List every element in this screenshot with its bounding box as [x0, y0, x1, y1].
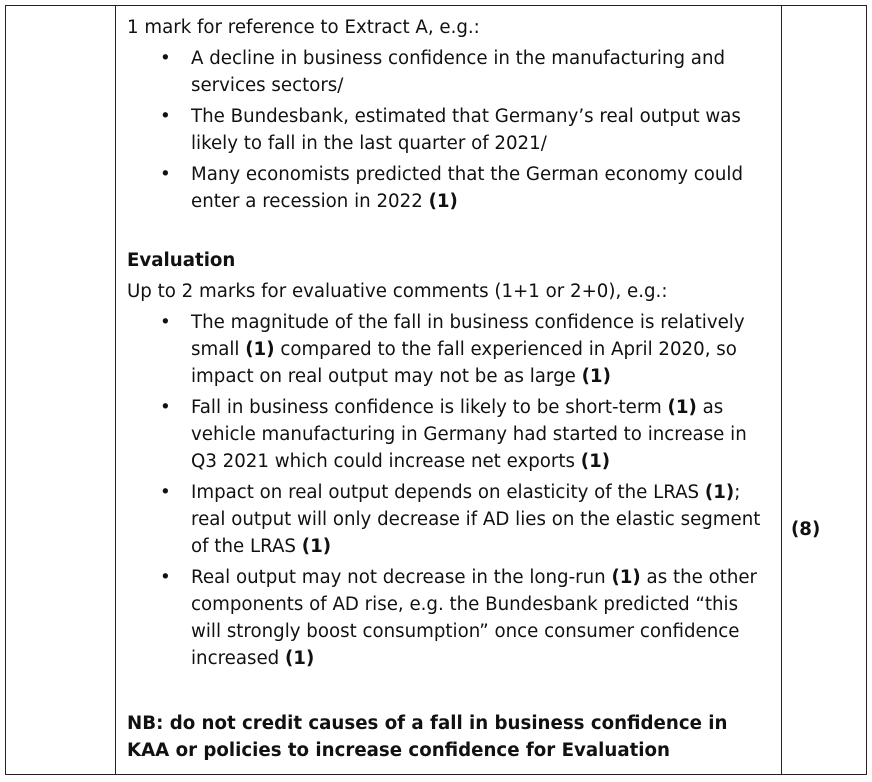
mark-label: (1): [581, 366, 611, 387]
mark-label: (1): [611, 567, 641, 588]
eval-text: ; real output will only decrease if AD lies on the elastic segment of the LRAS: [191, 482, 761, 557]
mark-label: (1): [428, 191, 458, 212]
kaa-intro: 1 mark for reference to Extract A, e.g.:: [127, 17, 480, 38]
eval-text: Fall in business confidence is likely to be short-term: [191, 397, 662, 418]
evaluation-list: [127, 309, 772, 672]
eval-text: compared to the fall experienced in April 2020, so impact on real output may not be as large: [191, 339, 737, 387]
mark-label: (1): [301, 536, 332, 557]
evaluation-item: [127, 564, 772, 672]
guidance-cell: [127, 14, 772, 764]
mark-label: (1): [245, 339, 275, 360]
evaluation-item: [127, 479, 772, 560]
kaa-item-text: A decline in business confidence in the manufacturing and services sectors/: [191, 48, 726, 96]
kaa-item: [127, 45, 772, 99]
evaluation-intro: Up to 2 marks for evaluative comments (1+1 or 2+0), e.g.:: [127, 281, 668, 302]
mark-label: (1): [580, 451, 611, 472]
total-mark: (8): [791, 519, 821, 540]
eval-text: Real output may not decrease in the long-run: [191, 567, 606, 588]
kaa-item: [127, 161, 772, 215]
eval-text: Impact on real output depends on elasticity of the LRAS: [191, 482, 700, 503]
mark-label: (1): [704, 482, 735, 503]
nb-note: NB: do not credit causes of a fall in business confidence in KAA or policies to increase confidence for Evaluation: [127, 713, 728, 761]
column-divider-left: [115, 5, 116, 775]
kaa-item-text: The Bundesbank, estimated that Germany’s real output was likely to fall in the last quarter of 2021/: [191, 106, 741, 154]
eval-text: The magnitude of the fall in business confidence is relatively small: [191, 312, 745, 360]
evaluation-item: [127, 309, 772, 390]
eval-text: as the other components of AD rise, e.g. the Bundesbank predicted “this will strongly boost consumption” once consumer confidence increased: [191, 567, 758, 669]
column-divider-right: [781, 5, 782, 775]
kaa-list: [127, 45, 772, 215]
mark-label: (1): [285, 648, 315, 669]
evaluation-heading: Evaluation: [127, 250, 236, 271]
evaluation-item: [127, 394, 772, 475]
kaa-item-text: Many economists predicted that the German economy could enter a recession in 2022: [191, 164, 744, 212]
kaa-item: [127, 103, 772, 157]
eval-text: as vehicle manufacturing in Germany had started to increase in Q3 2021 which could increase net exports: [191, 397, 747, 472]
mark-label: (1): [667, 397, 697, 418]
